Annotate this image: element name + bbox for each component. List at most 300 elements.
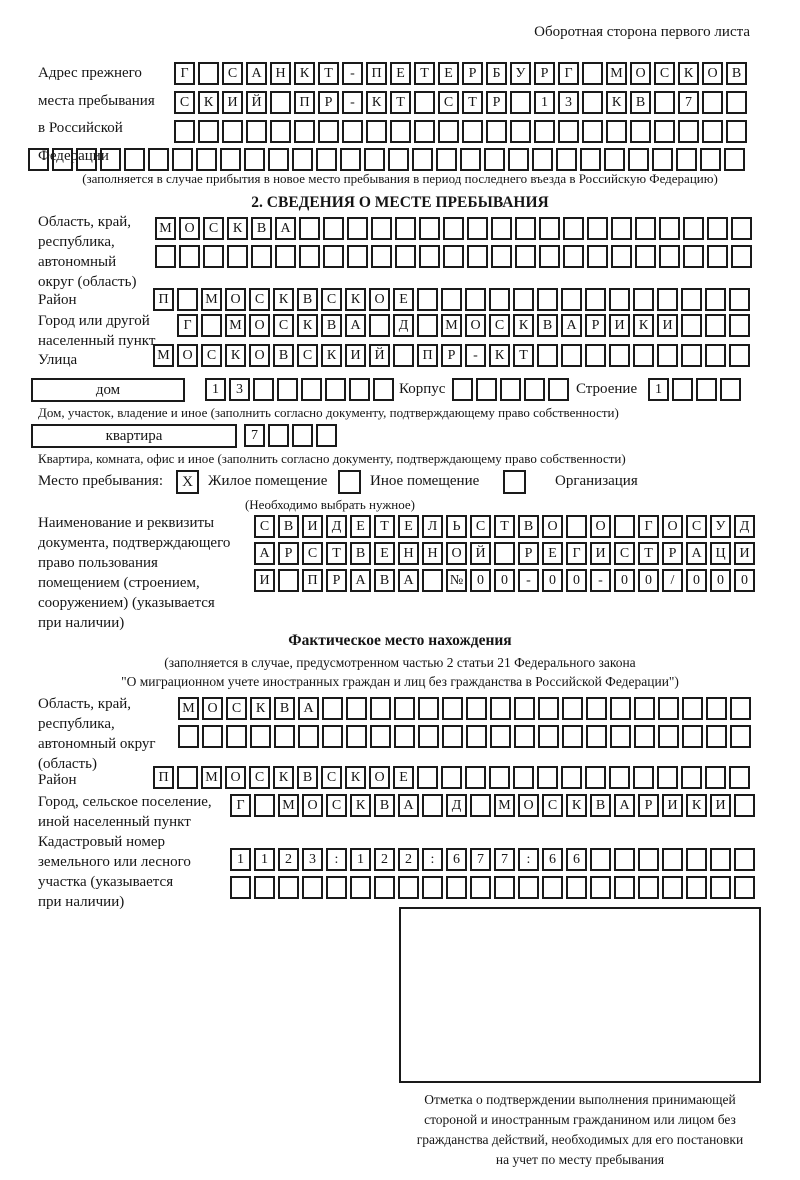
char-box [395, 245, 416, 268]
char-box: О [225, 766, 246, 789]
char-box [720, 378, 741, 401]
char-box [658, 725, 679, 748]
char-box: Г [174, 62, 195, 85]
char-box: К [225, 344, 246, 367]
char-box: О [465, 314, 486, 337]
char-box: С [201, 344, 222, 367]
char-box: С [654, 62, 675, 85]
char-box [467, 217, 488, 240]
char-box: Е [393, 766, 414, 789]
char-box: К [321, 344, 342, 367]
char-box [422, 876, 443, 899]
char-box: П [153, 288, 174, 311]
char-box [268, 424, 289, 447]
fact-note-line-1: (заполняется в случае, предусмотренном частью 2 статьи 21 Федерального закона [164, 655, 636, 670]
char-box [340, 148, 361, 171]
kvartira-type-box: квартира [31, 424, 237, 448]
char-box [417, 288, 438, 311]
char-box: Р [534, 62, 555, 85]
char-box: Т [326, 542, 347, 565]
char-box: Н [398, 542, 419, 565]
char-box [582, 62, 603, 85]
char-box [347, 245, 368, 268]
char-box: Н [422, 542, 443, 565]
char-box [590, 876, 611, 899]
char-box [580, 148, 601, 171]
char-box [681, 766, 702, 789]
char-box [222, 120, 243, 143]
char-box [561, 766, 582, 789]
char-box [702, 91, 723, 114]
char-box [510, 120, 531, 143]
char-box [374, 876, 395, 899]
char-box [177, 288, 198, 311]
char-box: Т [374, 515, 395, 538]
char-box: О [446, 542, 467, 565]
char-box [476, 378, 497, 401]
char-box [414, 91, 435, 114]
char-box [393, 344, 414, 367]
page-header-right: Оборотная сторона первого листа [534, 24, 750, 40]
char-box [538, 697, 559, 720]
char-box: 0 [734, 569, 755, 592]
char-box [563, 245, 584, 268]
dom-type-box: дом [31, 378, 185, 402]
char-box [705, 314, 726, 337]
char-box: М [153, 344, 174, 367]
char-box: К [345, 766, 366, 789]
char-box [705, 766, 726, 789]
checkbox-zhiloe[interactable]: X [176, 470, 199, 494]
char-box [710, 876, 731, 899]
char-box [250, 725, 271, 748]
char-box: Р [462, 62, 483, 85]
char-box [275, 245, 296, 268]
prev-address-row-4 [28, 148, 748, 171]
char-box: Б [486, 62, 507, 85]
char-box [508, 148, 529, 171]
char-box: 7 [244, 424, 265, 447]
char-box: О [369, 766, 390, 789]
char-box: 0 [686, 569, 707, 592]
char-box [566, 876, 587, 899]
char-box [490, 725, 511, 748]
mesto-choice-note: (Необходимо выбрать нужное) [244, 497, 416, 512]
char-box [244, 148, 265, 171]
char-box [467, 245, 488, 268]
char-box [682, 697, 703, 720]
char-box: К [606, 91, 627, 114]
char-box: Р [318, 91, 339, 114]
section2-gorod-row [177, 314, 753, 337]
char-box [318, 120, 339, 143]
char-box [155, 245, 176, 268]
char-box [349, 378, 370, 401]
document-label: Наименование и реквизиты документа, подтверждающего право пользования помещением (строением, сооружением) (указывается при наличии) [38, 515, 231, 631]
char-box: 0 [710, 569, 731, 592]
char-box [538, 725, 559, 748]
char-box: Т [513, 344, 534, 367]
char-box [539, 217, 560, 240]
char-box: С [302, 542, 323, 565]
char-box: 6 [566, 848, 587, 871]
char-box: И [222, 91, 243, 114]
stamp-caption: Отметка о подтверждении выполнения принимающей стороной и иностранным гражданином или лицом без гражданства действий, необходимых для его постановки на учет по месту пребывания [416, 1092, 744, 1167]
char-box [203, 245, 224, 268]
char-box [686, 848, 707, 871]
char-box [561, 344, 582, 367]
char-box [514, 725, 535, 748]
char-box: О [518, 794, 539, 817]
char-box [706, 697, 727, 720]
char-box [705, 288, 726, 311]
char-box [465, 288, 486, 311]
char-box [513, 766, 534, 789]
char-box: К [273, 766, 294, 789]
char-box [635, 217, 656, 240]
char-box [198, 120, 219, 143]
char-box: 7 [494, 848, 515, 871]
char-box [52, 148, 73, 171]
char-box: К [345, 288, 366, 311]
char-box: П [366, 62, 387, 85]
char-box: 1 [205, 378, 226, 401]
char-box [251, 245, 272, 268]
char-box: К [250, 697, 271, 720]
char-box [726, 91, 747, 114]
char-box [174, 120, 195, 143]
char-box [672, 378, 693, 401]
char-box [394, 725, 415, 748]
section2-title: 2. СВЕДЕНИЯ О МЕСТЕ ПРЕБЫВАНИЯ [251, 194, 549, 211]
char-box: Р [278, 542, 299, 565]
char-box: М [225, 314, 246, 337]
section2-gorod-label: Город или другой населенный пункт [38, 313, 156, 349]
char-box: / [662, 569, 683, 592]
char-box [322, 697, 343, 720]
char-box: Й [470, 542, 491, 565]
char-box [729, 344, 750, 367]
char-box [246, 120, 267, 143]
char-box [657, 344, 678, 367]
char-box [614, 848, 635, 871]
char-box: Т [638, 542, 659, 565]
char-box: М [201, 288, 222, 311]
char-box [514, 697, 535, 720]
dom-number-row [205, 378, 397, 401]
char-box: О [302, 794, 323, 817]
char-box: С [438, 91, 459, 114]
char-box [298, 725, 319, 748]
char-box [731, 217, 752, 240]
char-box [515, 217, 536, 240]
char-box: А [298, 697, 319, 720]
char-box: И [657, 314, 678, 337]
fact-gorod-row [230, 794, 758, 817]
char-box: 1 [350, 848, 371, 871]
char-box: Р [441, 344, 462, 367]
char-box: 0 [470, 569, 491, 592]
char-box [220, 148, 241, 171]
char-box [230, 876, 251, 899]
char-box: С [254, 515, 275, 538]
char-box [346, 697, 367, 720]
char-box [278, 569, 299, 592]
char-box [178, 725, 199, 748]
char-box [398, 876, 419, 899]
char-box [683, 245, 704, 268]
char-box [586, 725, 607, 748]
char-box [586, 697, 607, 720]
checkbox-organizatsiya-label: Организация [555, 473, 638, 489]
char-box: Е [438, 62, 459, 85]
char-box: 7 [678, 91, 699, 114]
char-box [325, 378, 346, 401]
fact-oblast-row-1 [178, 697, 754, 720]
char-box: А [686, 542, 707, 565]
char-box [179, 245, 200, 268]
char-box: Д [326, 515, 347, 538]
section2-oblast-label: Область, край, республика, автономный округ (область) [38, 214, 137, 290]
char-box [731, 245, 752, 268]
char-box: 2 [374, 848, 395, 871]
char-box [681, 344, 702, 367]
char-box: И [710, 794, 731, 817]
char-box [466, 725, 487, 748]
char-box [490, 697, 511, 720]
char-box: Е [393, 288, 414, 311]
char-box: 1 [648, 378, 669, 401]
char-box: В [297, 288, 318, 311]
char-box: 3 [229, 378, 250, 401]
char-box: О [249, 344, 270, 367]
char-box [486, 120, 507, 143]
char-box: Р [638, 794, 659, 817]
char-box [274, 725, 295, 748]
char-box [658, 697, 679, 720]
char-box [710, 848, 731, 871]
char-box [657, 766, 678, 789]
char-box: 0 [542, 569, 563, 592]
char-box: Т [414, 62, 435, 85]
checkbox-zhiloe-label: Жилое помещение [208, 473, 328, 489]
char-box: 1 [230, 848, 251, 871]
char-box: Ь [446, 515, 467, 538]
char-box [438, 120, 459, 143]
char-box [201, 314, 222, 337]
char-box [537, 288, 558, 311]
kadastr-row-2 [230, 876, 758, 899]
section2-ulitsa-row [153, 344, 753, 367]
char-box [634, 697, 655, 720]
char-box: - [342, 91, 363, 114]
char-box [662, 848, 683, 871]
char-box [682, 725, 703, 748]
char-box [418, 697, 439, 720]
char-box [590, 848, 611, 871]
char-box: Е [374, 542, 395, 565]
char-box [734, 876, 755, 899]
char-box [417, 766, 438, 789]
char-box [681, 288, 702, 311]
char-box: И [662, 794, 683, 817]
char-box: А [398, 794, 419, 817]
char-box: Т [494, 515, 515, 538]
char-box: - [465, 344, 486, 367]
char-box: В [726, 62, 747, 85]
char-box: А [398, 569, 419, 592]
char-box [707, 245, 728, 268]
char-box [441, 766, 462, 789]
char-box [635, 245, 656, 268]
char-box [254, 794, 275, 817]
char-box: О [630, 62, 651, 85]
char-box [659, 217, 680, 240]
char-box: М [201, 766, 222, 789]
document-row-2 [254, 542, 758, 565]
char-box: Т [318, 62, 339, 85]
char-box [587, 217, 608, 240]
fact-note-line-2: "О миграционном учете иностранных граждан и лиц без гражданства в Российской Федерации") [121, 674, 679, 689]
char-box [678, 120, 699, 143]
char-box [422, 569, 443, 592]
char-box [124, 148, 145, 171]
char-box [585, 344, 606, 367]
checkbox-inoe[interactable] [338, 470, 361, 494]
char-box: С [489, 314, 510, 337]
kvartira-note: Квартира, комната, офис и иное (заполнить согласно документу, подтверждающему право собственности) [38, 451, 626, 466]
char-box: О [179, 217, 200, 240]
char-box: Г [638, 515, 659, 538]
checkbox-inoe-label: Иное помещение [370, 473, 480, 489]
kadastr-label: Кадастровый номер земельного или лесного участка (указывается при наличии) [38, 834, 191, 910]
char-box [395, 217, 416, 240]
char-box: С [686, 515, 707, 538]
char-box: Р [486, 91, 507, 114]
char-box [681, 314, 702, 337]
char-box: О [249, 314, 270, 337]
char-box: К [273, 288, 294, 311]
char-box: С [222, 62, 243, 85]
char-box: Г [177, 314, 198, 337]
char-box: П [153, 766, 174, 789]
char-box: : [326, 848, 347, 871]
char-box [390, 120, 411, 143]
char-box [442, 697, 463, 720]
char-box [683, 217, 704, 240]
char-box: В [273, 344, 294, 367]
char-box: В [278, 515, 299, 538]
char-box: Т [462, 91, 483, 114]
char-box: Д [446, 794, 467, 817]
char-box: В [374, 569, 395, 592]
char-box [253, 378, 274, 401]
char-box [524, 378, 545, 401]
char-box: К [678, 62, 699, 85]
char-box: С [297, 344, 318, 367]
char-box [534, 120, 555, 143]
char-box [609, 288, 630, 311]
char-box: П [294, 91, 315, 114]
char-box [724, 148, 745, 171]
char-box: О [702, 62, 723, 85]
char-box [371, 245, 392, 268]
char-box [370, 697, 391, 720]
char-box [462, 120, 483, 143]
char-box [28, 148, 49, 171]
char-box [582, 120, 603, 143]
char-box: В [251, 217, 272, 240]
char-box: А [246, 62, 267, 85]
char-box [294, 120, 315, 143]
char-box [563, 217, 584, 240]
char-box: О [542, 515, 563, 538]
char-box [412, 148, 433, 171]
char-box: Е [542, 542, 563, 565]
char-box: С [174, 91, 195, 114]
prev-address-row-3 [174, 120, 750, 143]
char-box [561, 288, 582, 311]
char-box [654, 91, 675, 114]
char-box: К [489, 344, 510, 367]
char-box [614, 876, 635, 899]
char-box: Л [422, 515, 443, 538]
char-box [292, 148, 313, 171]
char-box [729, 766, 750, 789]
char-box [562, 725, 583, 748]
char-box [556, 148, 577, 171]
section2-oblast-row-1 [155, 217, 755, 240]
char-box [443, 217, 464, 240]
document-row-1 [254, 515, 758, 538]
fact-title: Фактическое место нахождения [288, 632, 512, 649]
char-box [366, 120, 387, 143]
char-box [686, 876, 707, 899]
korpus-label: Корпус [399, 381, 446, 397]
char-box [705, 344, 726, 367]
char-box [633, 288, 654, 311]
char-box: - [518, 569, 539, 592]
char-box [299, 217, 320, 240]
document-row-3 [254, 569, 758, 592]
char-box [373, 378, 394, 401]
char-box: М [441, 314, 462, 337]
char-box [614, 515, 635, 538]
char-box [610, 725, 631, 748]
char-box: С [249, 766, 270, 789]
char-box [323, 245, 344, 268]
char-box [659, 245, 680, 268]
checkbox-organizatsiya[interactable] [503, 470, 526, 494]
char-box [278, 876, 299, 899]
char-box: Е [350, 515, 371, 538]
char-box [460, 148, 481, 171]
char-box: М [155, 217, 176, 240]
char-box [301, 378, 322, 401]
char-box [76, 148, 97, 171]
char-box: 3 [302, 848, 323, 871]
char-box: Н [270, 62, 291, 85]
char-box [292, 424, 313, 447]
char-box: К [294, 62, 315, 85]
char-box [417, 314, 438, 337]
char-box: 0 [614, 569, 635, 592]
char-box [491, 217, 512, 240]
char-box: Г [230, 794, 251, 817]
prev-address-label: Адрес прежнего места пребывания в Российской Федерации [38, 65, 155, 164]
char-box [442, 725, 463, 748]
char-box [729, 314, 750, 337]
